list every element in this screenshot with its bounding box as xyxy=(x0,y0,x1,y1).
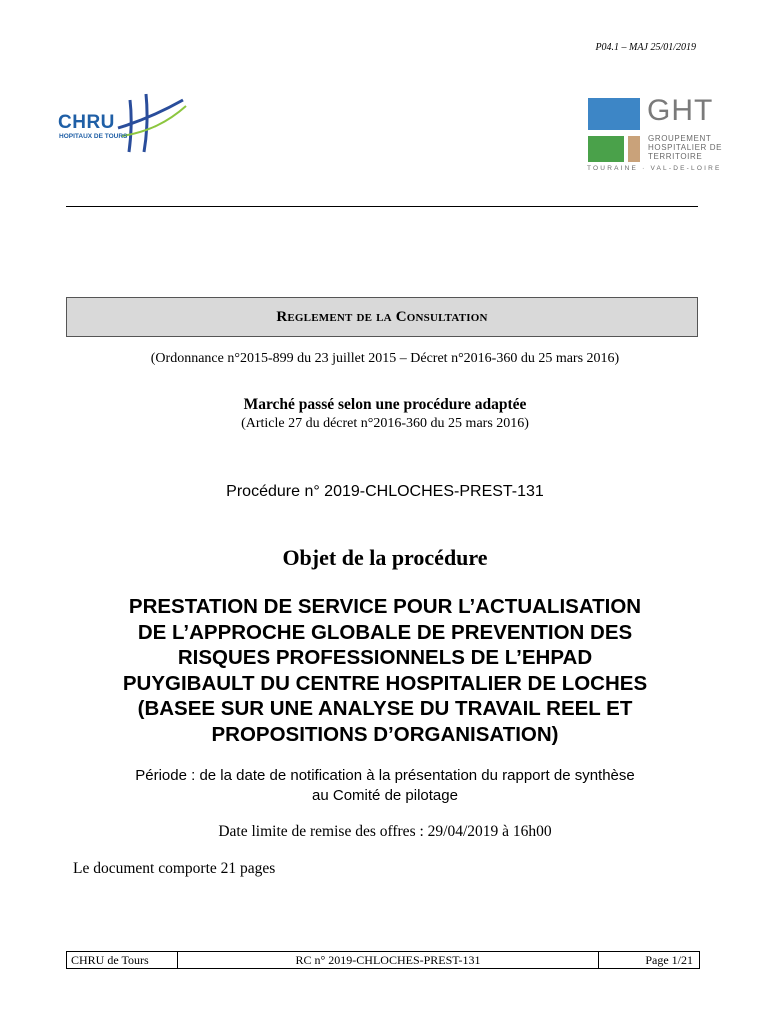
ght-title: GHT xyxy=(647,94,714,127)
ght-blue-block xyxy=(588,98,640,130)
objet-heading: Objet de la procédure xyxy=(282,545,488,570)
subject-line: PUYGIBAULT DU CENTRE HOSPITALIER DE LOCHES xyxy=(122,671,648,695)
ght-subtitle-line: HOSPITALIER DE xyxy=(648,143,723,152)
procedure-number: Procédure n° 2019-CHLOCHES-PREST-131 xyxy=(226,483,544,500)
chru-name: CHRU xyxy=(58,112,115,133)
chru-logo xyxy=(58,92,193,154)
periode-line: au Comité de pilotage xyxy=(312,787,458,804)
marche-article: (Article 27 du décret n°2016-360 du 25 mars 2016) xyxy=(241,416,529,431)
title-box xyxy=(66,297,698,337)
version-stamp: P04.1 – MAJ 25/01/2019 xyxy=(595,42,696,53)
marche-heading: Marché passé selon une procédure adaptée xyxy=(243,396,527,413)
ght-green-block xyxy=(588,136,624,162)
footer-organization: CHRU de Tours xyxy=(67,952,178,968)
document-title: Reglement de la Consultation xyxy=(276,308,488,325)
ght-logo xyxy=(585,94,735,178)
footer xyxy=(66,951,700,969)
ght-region: TOURAINE · VAL-DE-LOIRE xyxy=(587,165,722,172)
header-divider xyxy=(66,206,698,207)
periode-line: Période : de la date de notification à la présentation du rapport de synthèse xyxy=(135,767,635,784)
pages-note: Le document comporte 21 pages xyxy=(73,860,276,877)
legal-basis: (Ordonnance n°2015-899 du 23 juillet 2015 – Décret n°2016-360 du 25 mars 2016) xyxy=(150,351,620,366)
ght-subtitle-line: GROUPEMENT xyxy=(648,134,712,143)
subject-block xyxy=(60,594,710,748)
subject-line: DE L’APPROCHE GLOBALE DE PREVENTION DES xyxy=(137,620,633,644)
footer-page-number: Page 1/21 xyxy=(645,952,693,967)
ght-tan-block xyxy=(628,136,640,162)
ght-subtitle-line: TERRITOIRE xyxy=(648,152,703,161)
ght-subtitle xyxy=(648,134,738,161)
subject-line: (BASEE SUR UNE ANALYSE DU TRAVAIL REEL ET xyxy=(137,697,633,721)
periode-block xyxy=(60,766,710,806)
subject-line: PROPOSITIONS D’ORGANISATION) xyxy=(211,722,559,746)
subject-line: PRESTATION DE SERVICE POUR L’ACTUALISATION xyxy=(128,595,642,618)
deadline: Date limite de remise des offres : 29/04/2019 à 16h00 xyxy=(218,823,552,840)
subject-line: RISQUES PROFESSIONNELS DE L’EHPAD xyxy=(177,646,593,670)
chru-subtitle: HOPITAUX DE TOURS xyxy=(59,133,128,140)
footer-reference: RC n° 2019-CHLOCHES-PREST-131 xyxy=(178,952,599,968)
